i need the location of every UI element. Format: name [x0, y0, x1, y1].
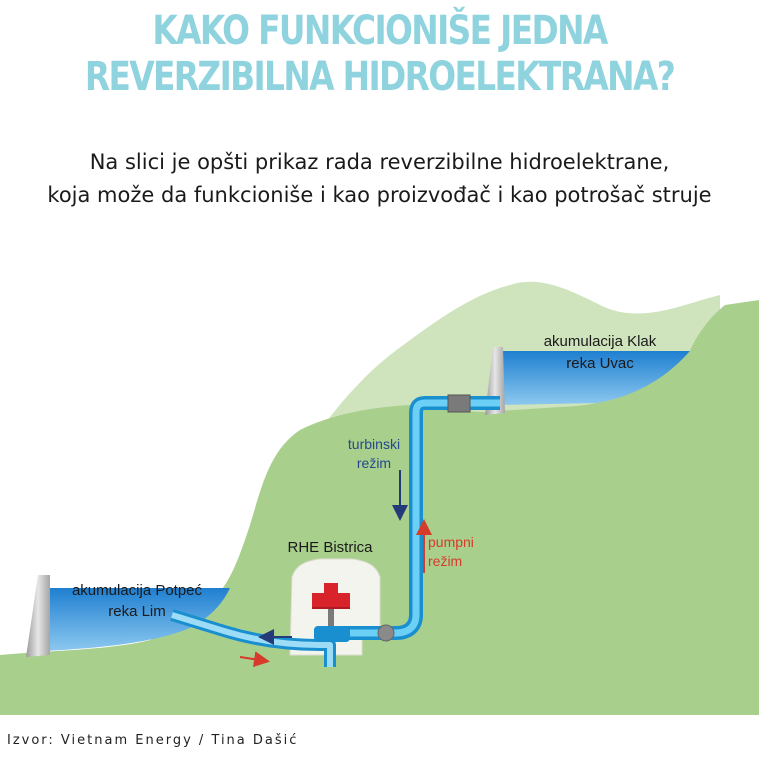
page-title — [68, 8, 690, 100]
source-credit: Izvor: Vietnam Energy / Tina Dašić — [7, 733, 299, 748]
upper-reservoir-label-2: reka Uvac — [566, 355, 634, 372]
plant-label: RHE Bistrica — [287, 539, 373, 556]
title-line-2: REVERZIBILNA HIDROELEKTRANA? — [84, 54, 675, 100]
lower-reservoir-label-2: reka Lim — [108, 603, 166, 620]
page-subtitle — [0, 146, 759, 212]
lower-dam — [26, 575, 50, 657]
main-valve — [378, 625, 394, 641]
subtitle-line-1: Na slici je opšti prikaz rada reverzibilne hidroelektrane, — [89, 150, 670, 174]
lower-reservoir-label-1: akumulacija Potpeć — [71, 582, 203, 599]
pump-mode-label-2: režim — [428, 553, 463, 569]
turbine-mode-label-2: režim — [356, 455, 392, 471]
intake-valve — [448, 395, 470, 412]
subtitle-line-2: koja može da funkcioniše i kao proizvođač i kao potrošač struje — [47, 183, 712, 207]
title-line-1: KAKO FUNKCIONIŠE JEDNA — [152, 8, 607, 54]
hydro-plant-diagram — [0, 255, 759, 715]
upper-reservoir-label-1: akumulacija Klak — [543, 333, 657, 350]
pump-mode-label-1: pumpni — [428, 534, 474, 550]
turbine-mode-label-1: turbinski — [347, 436, 401, 452]
turbine-housing — [314, 626, 350, 642]
